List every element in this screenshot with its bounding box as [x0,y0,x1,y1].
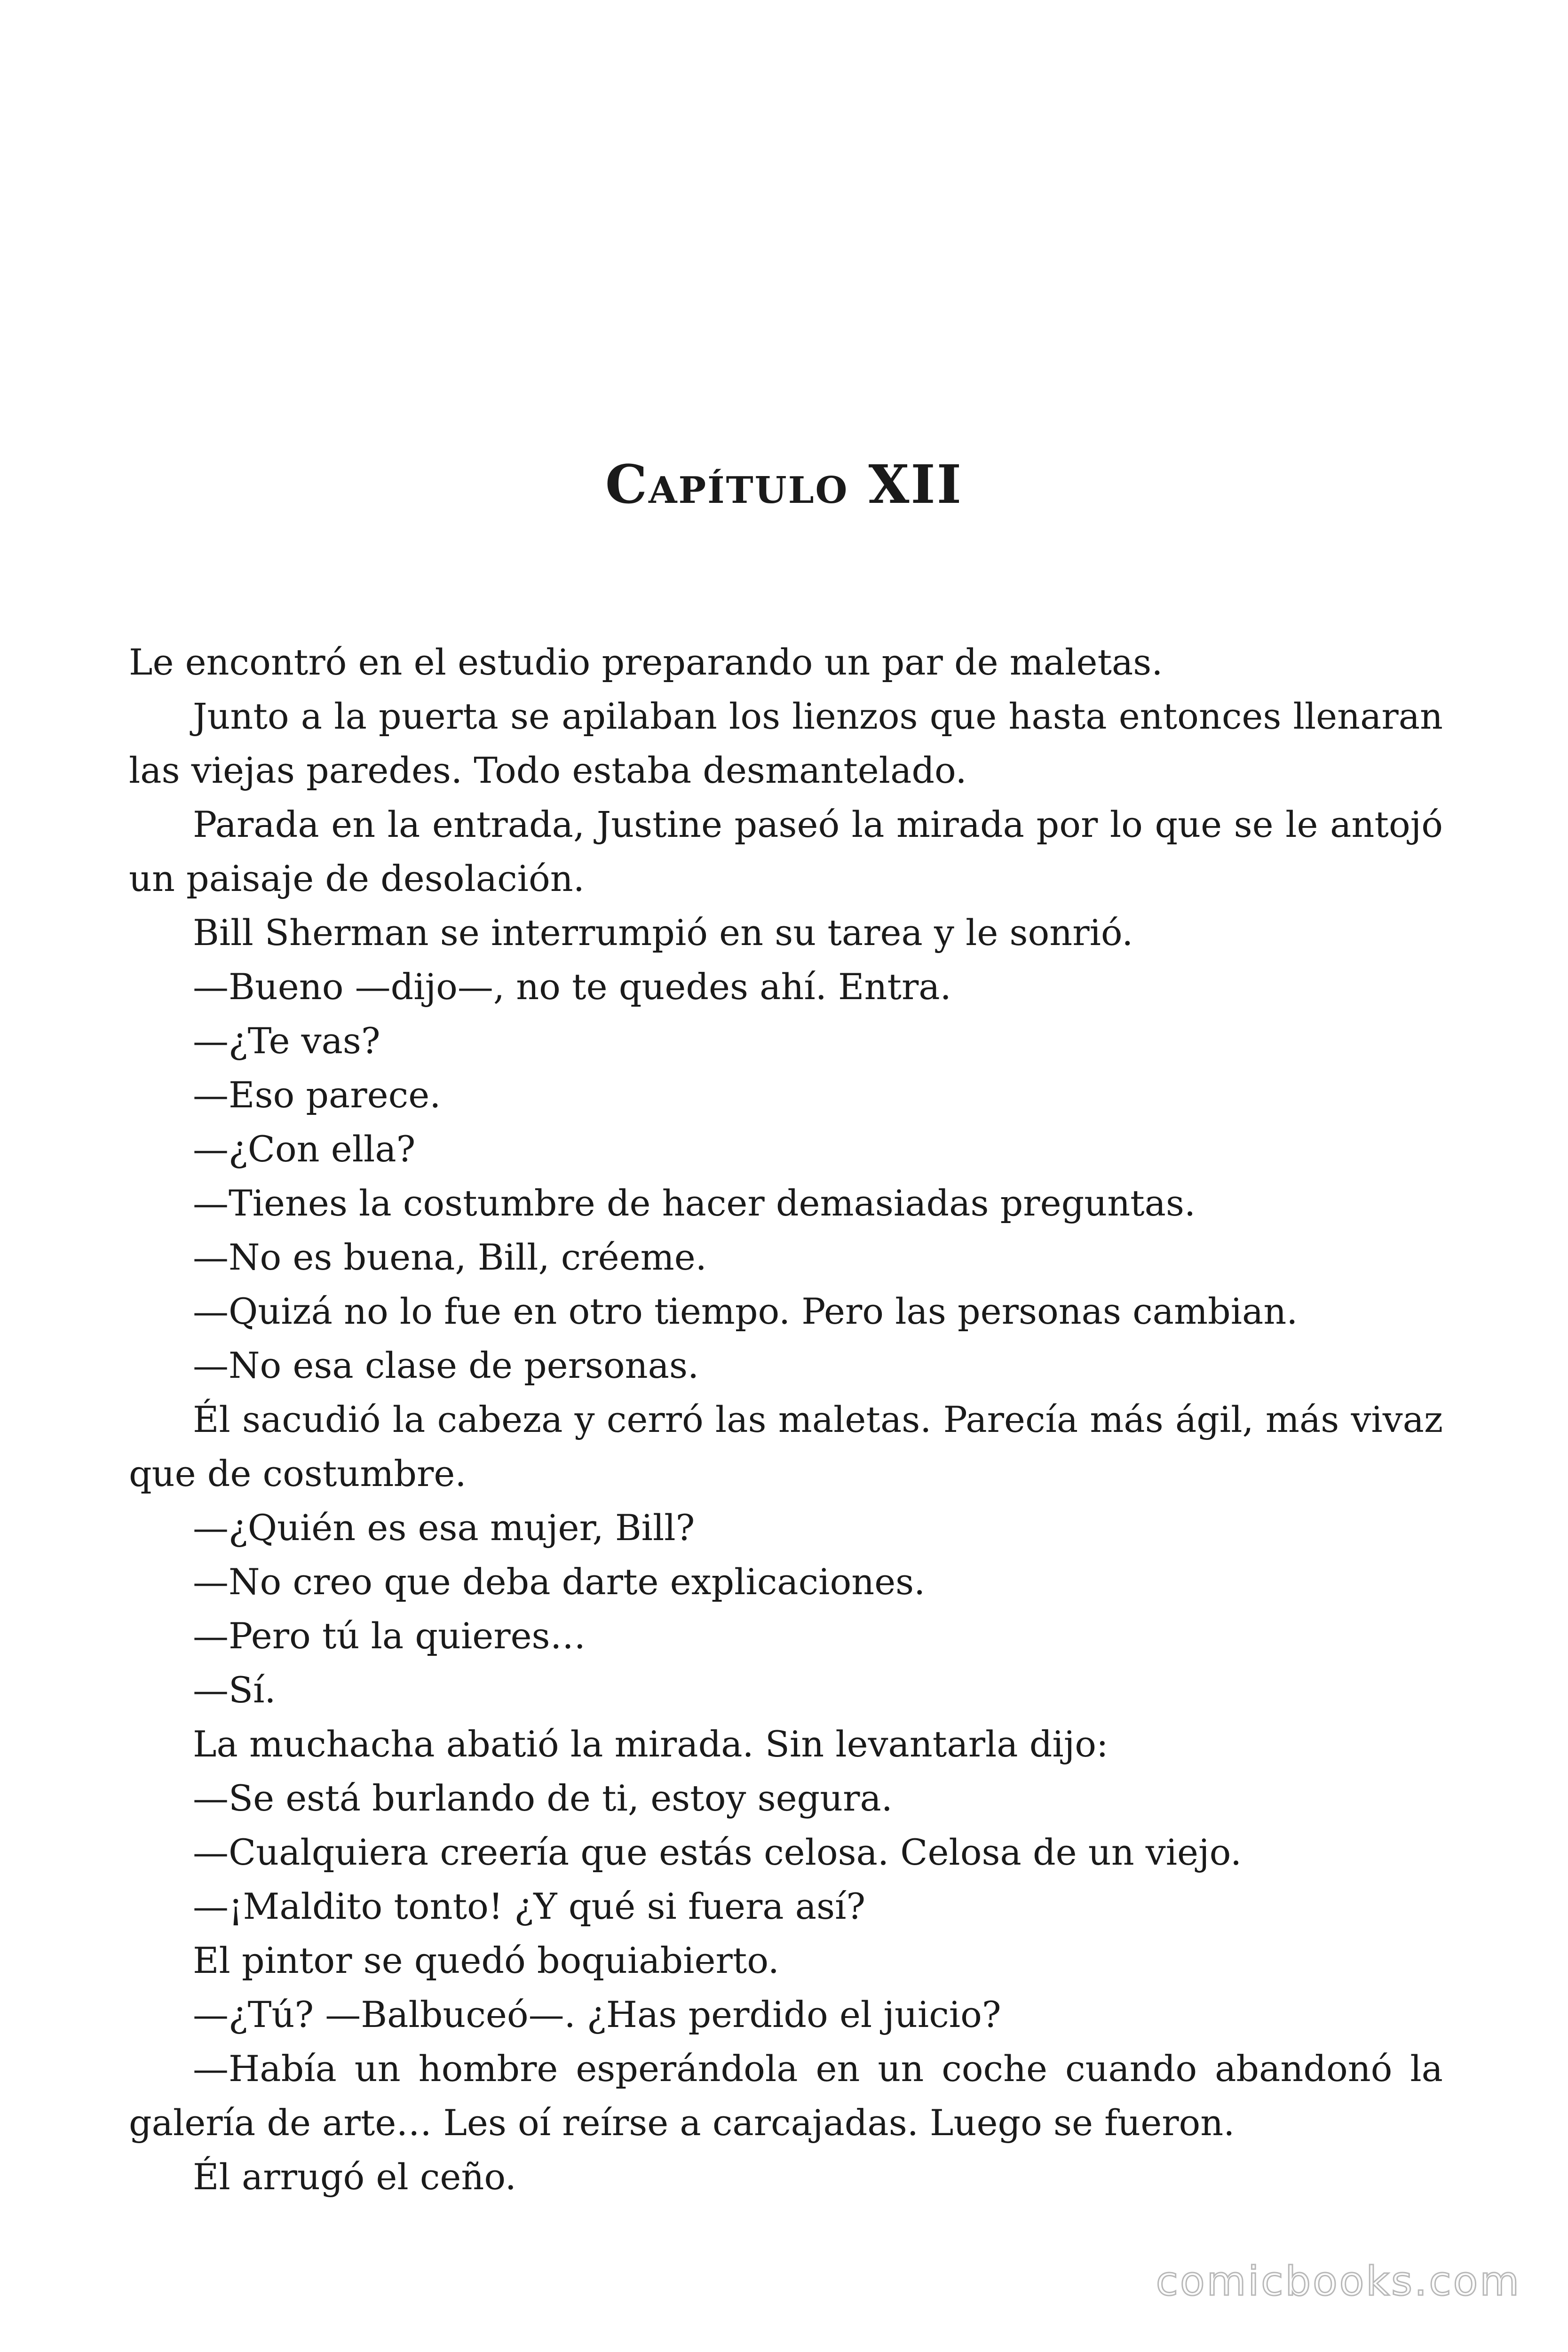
dialogue-line: —Quizá no lo fue en otro tiempo. Pero las personas cambian. [193,1290,1298,1332]
dialogue-line: —No esa clase de personas. [193,1344,699,1386]
dialogue-line: —Bueno —dijo—, no te quedes ahí. Entra. [193,966,951,1008]
dialogue-line: —¿Con ella? [193,1128,416,1170]
paragraph: Parada en la entrada, Justine paseó la mirada por lo que se le antojó un paisaje de desolación. [129,803,1443,899]
paragraph: Junto a la puerta se apilaban los lienzos que hasta entonces llenaran las viejas paredes. Todo estaba desmantelado. [129,695,1443,791]
paragraph: Le encontró en el estudio preparando un par de maletas. [129,641,1163,683]
dialogue-line: —Eso parece. [193,1074,441,1116]
dialogue-line: —Se está burlando de ti, estoy segura. [193,1777,893,1819]
dialogue-line: —No creo que deba darte explicaciones. [193,1561,926,1603]
dialogue-line: —¡Maldito tonto! ¿Y qué si fuera así? [193,1885,866,1927]
dialogue-line: —Tienes la costumbre de hacer demasiadas preguntas. [193,1182,1196,1224]
paragraph: Bill Sherman se interrumpió en su tarea y le sonrió. [193,912,1133,954]
paragraph: Él sacudió la cabeza y cerró las maletas. Parecía más ágil, más vivaz que de costumbre. [129,1398,1443,1494]
chapter-title: Capítulo XII [605,454,963,516]
dialogue-line: —¿Tú? —Balbuceó—. ¿Has perdido el juicio? [193,1994,1001,2035]
dialogue-line: —¿Quién es esa mujer, Bill? [193,1507,695,1549]
paragraph: El pintor se quedó boquiabierto. [193,1939,779,1981]
dialogue-line: —Había un hombre esperándola en un coche cuando abandonó la galería de arte… Les oí reírse a carcajadas. Luego se fueron. [129,2048,1443,2144]
dialogue-line: —Sí. [193,1669,276,1711]
watermark: comicbooks.com [1156,2258,1521,2305]
dialogue-line: —No es buena, Bill, créeme. [193,1236,707,1278]
dialogue-line: —¿Te vas? [193,1020,380,1062]
paragraph: La muchacha abatió la mirada. Sin levantarla dijo: [193,1723,1109,1765]
chapter-body [129,635,1443,2204]
paragraph: Él arrugó el ceño. [193,2156,516,2198]
dialogue-line: —Pero tú la quieres… [193,1615,586,1657]
dialogue-line: —Cualquiera creería que estás celosa. Celosa de un viejo. [193,1831,1242,1873]
